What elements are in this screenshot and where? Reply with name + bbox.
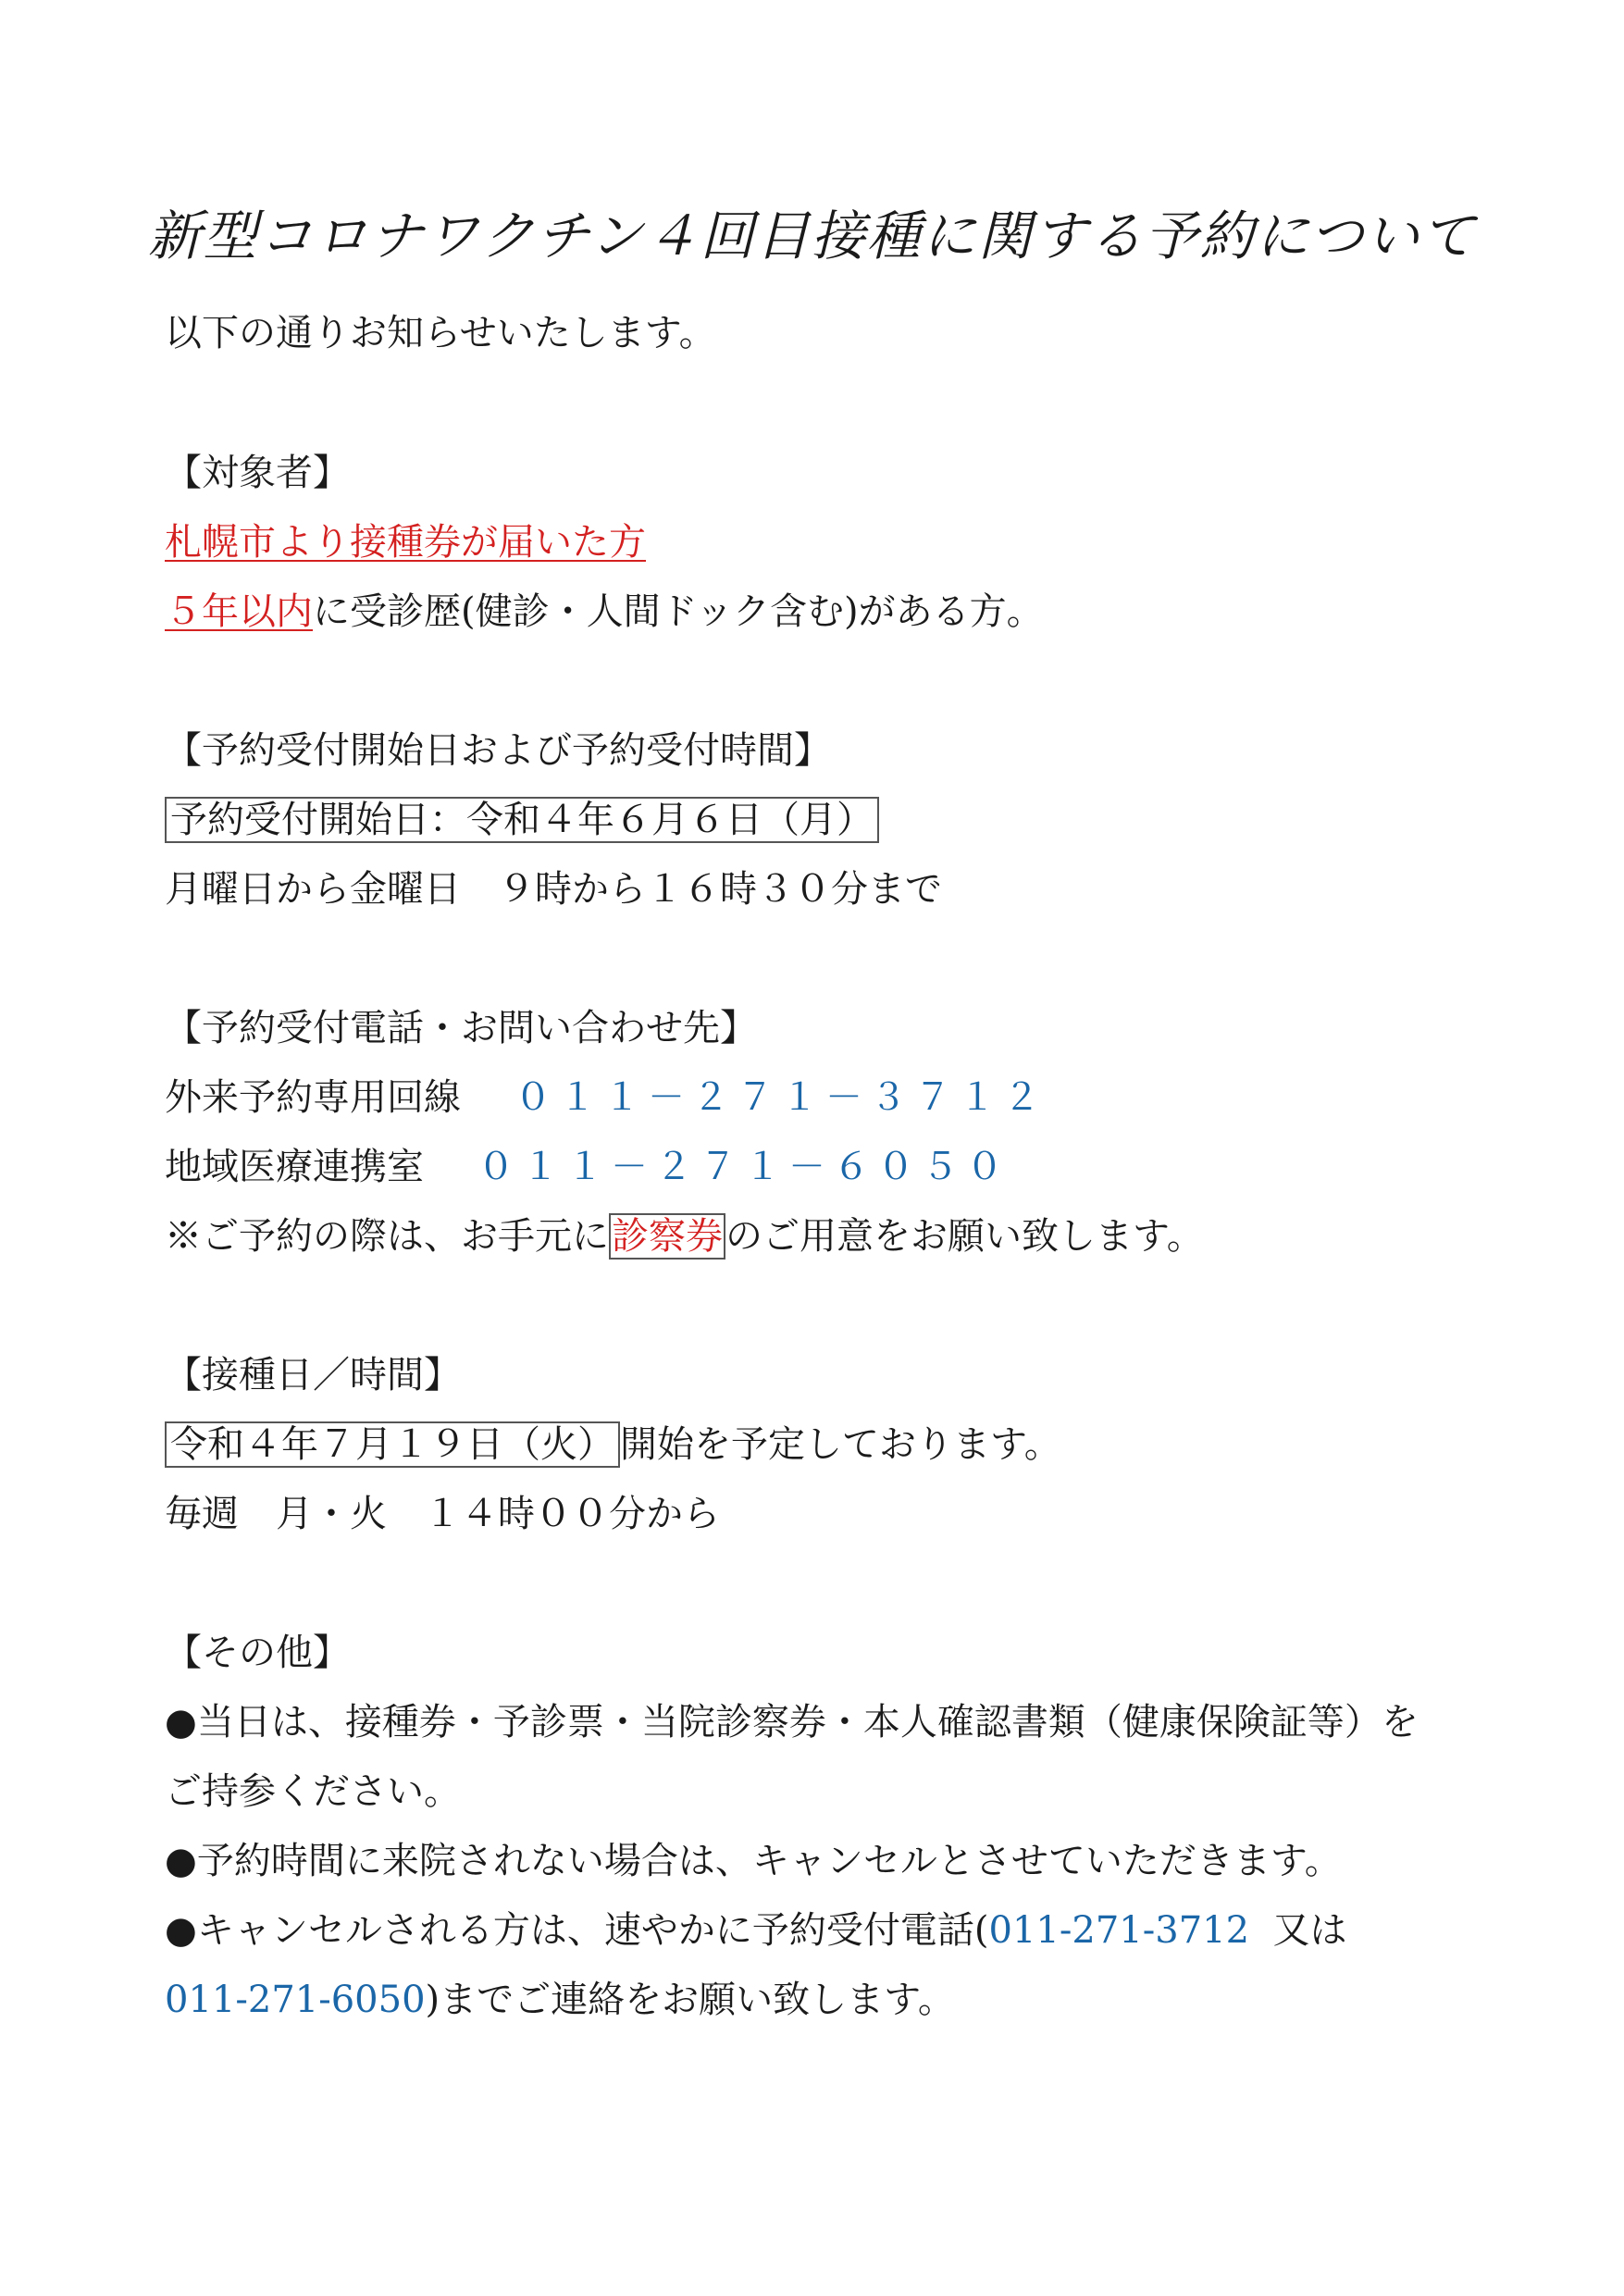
other-item-1-line-2: ご持参ください。 [165,1770,461,1813]
vaccination-heading: 【接種日／時間】 [165,1354,461,1396]
target-years-highlight: ５年以内 [165,590,313,633]
vaccination-weekly: 毎週 月・火 １４時００分から [165,1493,720,1535]
reservation-start-date: 予約受付開始日：令和４年６月６日（月） [165,797,879,843]
contact-note [165,1210,1204,1262]
reservation-start-row [165,794,879,846]
regional-phone: ０１１－２７１－６０５０ [477,1146,1010,1188]
other-item-3-suffix: )までご連絡をお願い致します。 [425,1979,955,2021]
target-heading: 【対象者】 [165,452,350,494]
other-item-3-mid: 又は [1249,1909,1347,1952]
contact-note-suffix: のご用意をお願い致します。 [725,1215,1204,1258]
contact-note-prefix: ※ご予約の際は、お手元に [165,1215,609,1258]
consultation-card-highlight: 診察券 [609,1213,725,1260]
other-heading: 【その他】 [165,1632,350,1674]
other-item-3-line-1 [165,1905,1346,1956]
other-item-3-phone-1: 011-271-3712 [988,1909,1250,1952]
vaccination-start-date: 令和４年７月１９日（火） [165,1421,620,1468]
regional-label: 地域医療連携室 [165,1146,424,1188]
target-line-2-rest: に受診歴(健診・人間ドック含む)がある方。 [313,590,1044,633]
vaccination-date-suffix: 開始を予定しております。 [620,1423,1061,1466]
intro-text: 以下の通りお知らせいたします。 [165,312,716,354]
outpatient-row [165,1072,1048,1123]
regional-row [165,1141,1010,1193]
other-item-2: ●予約時間に来院されない場合は、キャンセルとさせていただきます。 [165,1840,1342,1882]
other-item-3-phone-2: 011-271-6050 [165,1979,426,2021]
document-title: 新型コロナワクチン４回目接種に関する予約について [147,205,1477,267]
target-line-1: 札幌市より接種券が届いた方 [165,521,646,564]
other-item-3-prefix: ●キャンセルされる方は、速やかに予約受付電話( [165,1909,989,1952]
vaccination-date-row [165,1419,1061,1471]
reservation-hours: 月曜日から金曜日 ９時から１６時３０分まで [165,868,942,911]
other-item-3-line-2 [165,1974,955,2026]
outpatient-phone: ０１１－２７１－３７１２ [514,1076,1048,1119]
target-line-2 [165,586,1044,638]
outpatient-label: 外来予約専用回線 [165,1076,461,1119]
contact-heading: 【予約受付電話・お問い合わせ先】 [165,1007,757,1049]
reservation-heading: 【予約受付開始日および予約受付時間】 [165,729,831,772]
other-item-1-line-1: ●当日は、接種券・予診票・当院診察券・本人確認書類（健康保険証等）を [165,1701,1419,1744]
